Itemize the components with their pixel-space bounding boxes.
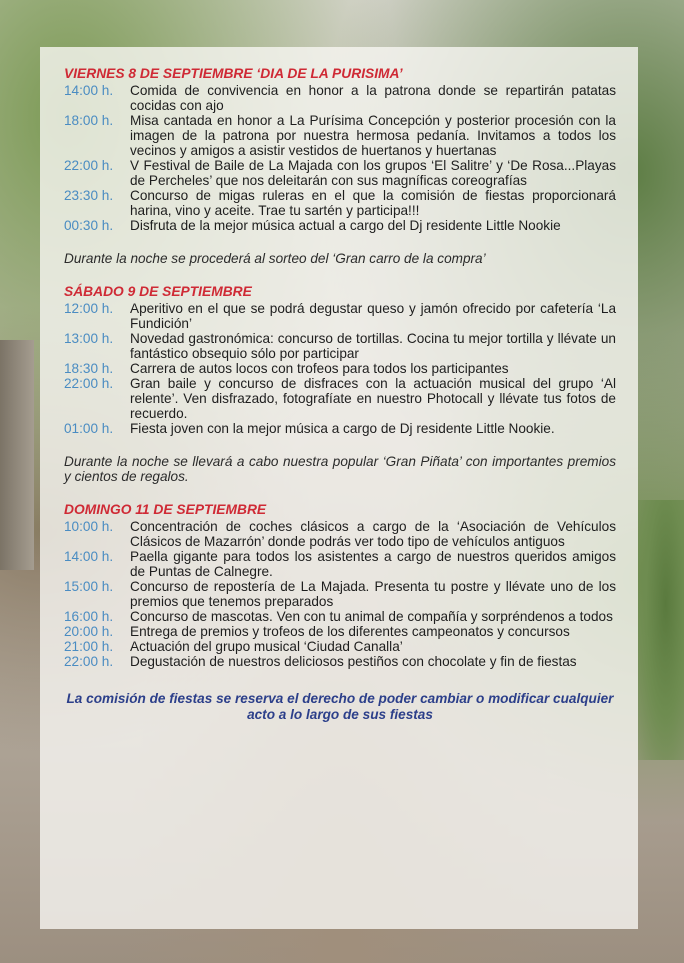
event-description: Degustación de nuestros deliciosos pestiños con chocolate y fin de fiestas (130, 654, 577, 669)
event-row (64, 331, 616, 361)
event-row (64, 609, 616, 624)
event-time: 13:00 h. (64, 331, 114, 346)
event-description: Concurso de migas ruleras en el que la comisión de fiestas proporcionará harina, vino y aceite. Trae tu sartén y participa!!! (130, 188, 616, 218)
festival-program (64, 66, 616, 723)
section-sunday (64, 502, 616, 669)
day-title-saturday: SÁBADO 9 DE SEPTIEMBRE (64, 284, 252, 299)
event-row (64, 639, 616, 654)
event-description: Comida de convivencia en honor a la patrona donde se repartirán patatas cocidas con ajo (130, 83, 616, 113)
event-description: Gran baile y concurso de disfraces con la actuación musical del grupo ‘Al relente’. Ven disfrazado, fotografíate en nuestro Photocall y llévate tus fotos de recuerdo. (130, 376, 616, 421)
event-description: Concentración de coches clásicos a cargo de la ‘Asociación de Vehículos Clásicos de Mazarrón’ donde podrás ver todo tipo de vehículos antiguos (130, 519, 616, 549)
disclaimer-note: La comisión de fiestas se reserva el derecho de poder cambiar o modificar cualquier acto a lo largo de sus fiestas (66, 691, 614, 722)
event-row (64, 421, 616, 436)
event-description: Aperitivo en el que se podrá degustar queso y jamón ofrecido por cafetería ‘La Fundición’ (130, 301, 616, 331)
event-time: 22:00 h. (64, 654, 114, 669)
night-note-friday: Durante la noche se procederá al sorteo del ‘Gran carro de la compra’ (64, 251, 486, 266)
event-time: 01:00 h. (64, 421, 114, 436)
event-time: 15:00 h. (64, 579, 114, 594)
event-time: 14:00 h. (64, 83, 114, 98)
background-tree-trunk (0, 340, 34, 570)
event-row (64, 624, 616, 639)
event-row (64, 519, 616, 549)
event-row (64, 158, 616, 188)
event-description: Concurso de repostería de La Majada. Presenta tu postre y llévate uno de los premios que tenemos preparados (130, 579, 616, 609)
event-row (64, 113, 616, 158)
section-friday (64, 66, 616, 266)
event-description: Entrega de premios y trofeos de los diferentes campeonatos y concursos (130, 624, 570, 639)
section-saturday (64, 284, 616, 484)
event-row (64, 301, 616, 331)
event-time: 18:00 h. (64, 113, 114, 128)
event-row (64, 549, 616, 579)
event-time: 14:00 h. (64, 549, 114, 564)
event-description: Fiesta joven con la mejor música a cargo de Dj residente Little Nookie. (130, 421, 555, 436)
event-row (64, 188, 616, 218)
event-time: 23:30 h. (64, 188, 114, 203)
day-title-sunday: DOMINGO 11 DE SEPTIEMBRE (64, 502, 267, 517)
event-row (64, 83, 616, 113)
event-time: 12:00 h. (64, 301, 114, 316)
night-note-saturday: Durante la noche se llevará a cabo nuestra popular ‘Gran Piñata’ con importantes premios y cientos de regalos. (64, 454, 616, 484)
event-description: Disfruta de la mejor música actual a cargo del Dj residente Little Nookie (130, 218, 561, 233)
event-description: Concurso de mascotas. Ven con tu animal de compañía y sorpréndenos a todos (130, 609, 613, 624)
event-row (64, 218, 616, 233)
event-time: 22:00 h. (64, 376, 114, 391)
event-time: 16:00 h. (64, 609, 114, 624)
event-time: 20:00 h. (64, 624, 114, 639)
event-row (64, 376, 616, 421)
event-time: 21:00 h. (64, 639, 114, 654)
event-row (64, 654, 616, 669)
event-row (64, 579, 616, 609)
event-description: Novedad gastronómica: concurso de tortillas. Cocina tu mejor tortilla y llévate un fantástico obsequio sólo por participar (130, 331, 616, 361)
event-description: Actuación del grupo musical ‘Ciudad Canalla’ (130, 639, 403, 654)
day-title-friday: VIERNES 8 DE SEPTIEMBRE ‘DIA DE LA PURISIMA’ (64, 66, 403, 81)
event-time: 00:30 h. (64, 218, 114, 233)
background-hedge (638, 500, 684, 760)
event-description: Carrera de autos locos con trofeos para todos los participantes (130, 361, 509, 376)
event-description: Misa cantada en honor a La Purísima Concepción y posterior procesión con la imagen de la patrona por nuestra hermosa pedanía. Invitamos a todos los vecinos y amigos a asistir vestidos de huertanos y huertanas (130, 113, 616, 158)
event-description: V Festival de Baile de La Majada con los grupos ‘El Salitre’ y ‘De Rosa...Playas de Percheles’ que nos deleitarán con sus magníficas coreografías (130, 158, 616, 188)
event-description: Paella gigante para todos los asistentes a cargo de nuestros queridos amigos de Puntas de Calnegre. (130, 549, 616, 579)
event-time: 18:30 h. (64, 361, 114, 376)
event-row (64, 361, 616, 376)
event-time: 10:00 h. (64, 519, 114, 534)
event-time: 22:00 h. (64, 158, 114, 173)
